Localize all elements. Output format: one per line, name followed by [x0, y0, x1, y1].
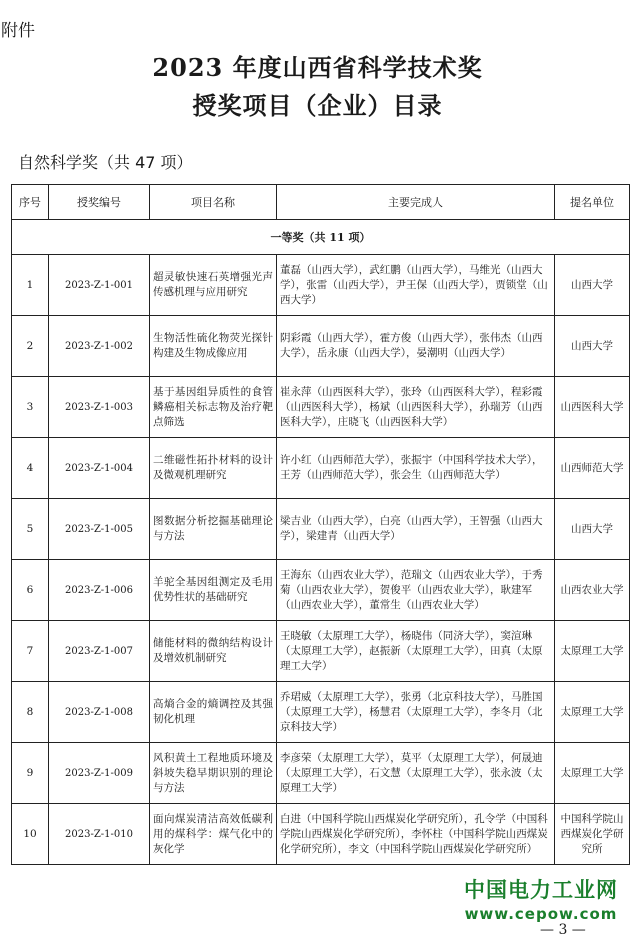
- row-unit: 山西大学: [555, 255, 630, 316]
- row-project-name: 储能材料的微纳结构设计及增效机制研究: [150, 621, 277, 682]
- row-people: 崔永萍（山西医科大学），张玲（山西医科大学），程彩霞（山西医科大学），杨斌（山西医科大学），孙瑞芳（山西医科大学），庄晓飞（山西医科大学）: [277, 377, 555, 438]
- row-unit: 太原理工大学: [555, 682, 630, 743]
- row-unit: 山西医科大学: [555, 377, 630, 438]
- row-code: 2023-Z-1-006: [49, 560, 150, 621]
- row-people: 许小红（山西师范大学），张振宇（中国科学技术大学），王芳（山西师范大学），张会生（山西师范大学）: [277, 438, 555, 499]
- row-project-name: 基于基因组异质性的食管鳞癌相关标志物及治疗靶点筛选: [150, 377, 277, 438]
- row-unit: 太原理工大学: [555, 743, 630, 804]
- watermark-url: www.cepow.com: [464, 905, 618, 923]
- watermark-logo: [447, 874, 635, 923]
- table-row: [12, 804, 630, 865]
- row-unit: 山西大学: [555, 499, 630, 560]
- row-no: 5: [12, 499, 49, 560]
- row-code: 2023-Z-1-005: [49, 499, 150, 560]
- row-no: 2: [12, 316, 49, 377]
- row-project-name: 面向煤炭清洁高效低碳利用的煤科学：煤气化中的灰化学: [150, 804, 277, 865]
- watermark-site-name: 中国电力工业网: [464, 878, 618, 902]
- row-people: 王晓敏（太原理工大学），杨晓伟（同济大学），窦渲琳（太原理工大学），赵振新（太原理工大学），田真（太原理工大学）: [277, 621, 555, 682]
- table-row: [12, 499, 630, 560]
- row-code: 2023-Z-1-004: [49, 438, 150, 499]
- row-code: 2023-Z-1-003: [49, 377, 150, 438]
- row-project-name: 超灵敏快速石英增强光声传感机理与应用研究: [150, 255, 277, 316]
- row-project-name: 图数据分析挖掘基础理论与方法: [150, 499, 277, 560]
- document-title-line2: 授奖项目（企业）目录: [192, 91, 443, 120]
- page-number: — 3 —: [540, 922, 586, 938]
- row-no: 6: [12, 560, 49, 621]
- table-row: [12, 316, 630, 377]
- table-row: [12, 377, 630, 438]
- row-people: 李彦荣（太原理工大学），莫平（太原理工大学），何晟迪（太原理工大学），石文慧（太原理工大学），张永波（太原理工大学）: [277, 743, 555, 804]
- row-unit: 山西大学: [555, 316, 630, 377]
- row-code: 2023-Z-1-008: [49, 682, 150, 743]
- table-row: [12, 743, 630, 804]
- table-row: [12, 438, 630, 499]
- awards-table: [11, 184, 630, 865]
- row-people: 王海东（山西农业大学），范瑞文（山西农业大学），于秀菊（山西农业大学），贺俊平（山西农业大学），耿建军（山西农业大学），董常生（山西农业大学）: [277, 560, 555, 621]
- header-project-name: 项目名称: [150, 185, 277, 220]
- row-project-name: 羊驼全基因组测定及毛用优势性状的基础研究: [150, 560, 277, 621]
- row-unit: 中国科学院山西煤炭化学研究所: [555, 804, 630, 865]
- row-no: 8: [12, 682, 49, 743]
- row-no: 9: [12, 743, 49, 804]
- row-project-name: 高熵合金的熵调控及其强韧化机理: [150, 682, 277, 743]
- row-code: 2023-Z-1-009: [49, 743, 150, 804]
- row-project-name: 生物活性硫化物荧光探针构建及生物成像应用: [150, 316, 277, 377]
- header-code: 授奖编号: [49, 185, 150, 220]
- row-people: 乔珺威（太原理工大学），张勇（北京科技大学），马胜国（太原理工大学），杨慧君（太原理工大学），李冬月（北京科技大学）: [277, 682, 555, 743]
- row-no: 10: [12, 804, 49, 865]
- row-unit: 太原理工大学: [555, 621, 630, 682]
- table-header-row: [12, 185, 630, 220]
- row-no: 4: [12, 438, 49, 499]
- row-people: 董磊（山西大学），武红鹏（山西大学），马维光（山西大学），张雷（山西大学），尹王保（山西大学），贾锁堂（山西大学）: [277, 255, 555, 316]
- header-unit: 提名单位: [555, 185, 630, 220]
- row-code: 2023-Z-1-010: [49, 804, 150, 865]
- header-people: 主要完成人: [277, 185, 555, 220]
- row-code: 2023-Z-1-002: [49, 316, 150, 377]
- row-project-name: 二维磁性拓扑材料的设计及微观机理研究: [150, 438, 277, 499]
- row-unit: 山西师范大学: [555, 438, 630, 499]
- attachment-label: 附件: [1, 21, 35, 41]
- row-people: 阴彩霞（山西大学），霍方俊（山西大学），张伟杰（山西大学），岳永康（山西大学），晏潮明（山西大学）: [277, 316, 555, 377]
- table-row: [12, 621, 630, 682]
- row-no: 7: [12, 621, 49, 682]
- row-no: 1: [12, 255, 49, 316]
- row-unit: 山西农业大学: [555, 560, 630, 621]
- row-code: 2023-Z-1-001: [49, 255, 150, 316]
- table-row: [12, 682, 630, 743]
- grade-label: 一等奖（共 11 项）: [12, 220, 630, 255]
- row-people: 白进（中国科学院山西煤炭化学研究所），孔令学（中国科学院山西煤炭化学研究所），李怀柱（中国科学院山西煤炭化学研究所），李文（中国科学院山西煤炭化学研究所）: [277, 804, 555, 865]
- document-title-line1: 2023 年度山西省科学技术奖: [152, 53, 483, 82]
- table-row: [12, 560, 630, 621]
- section-title: 自然科学奖（共 47 项）: [18, 153, 193, 172]
- row-code: 2023-Z-1-007: [49, 621, 150, 682]
- row-people: 梁吉业（山西大学），白亮（山西大学），王智强（山西大学），梁建青（山西大学）: [277, 499, 555, 560]
- row-project-name: 风积黄土工程地质环境及斜坡失稳早期识别的理论与方法: [150, 743, 277, 804]
- row-no: 3: [12, 377, 49, 438]
- header-no: 序号: [12, 185, 49, 220]
- table-row: [12, 255, 630, 316]
- grade-row: [12, 220, 630, 255]
